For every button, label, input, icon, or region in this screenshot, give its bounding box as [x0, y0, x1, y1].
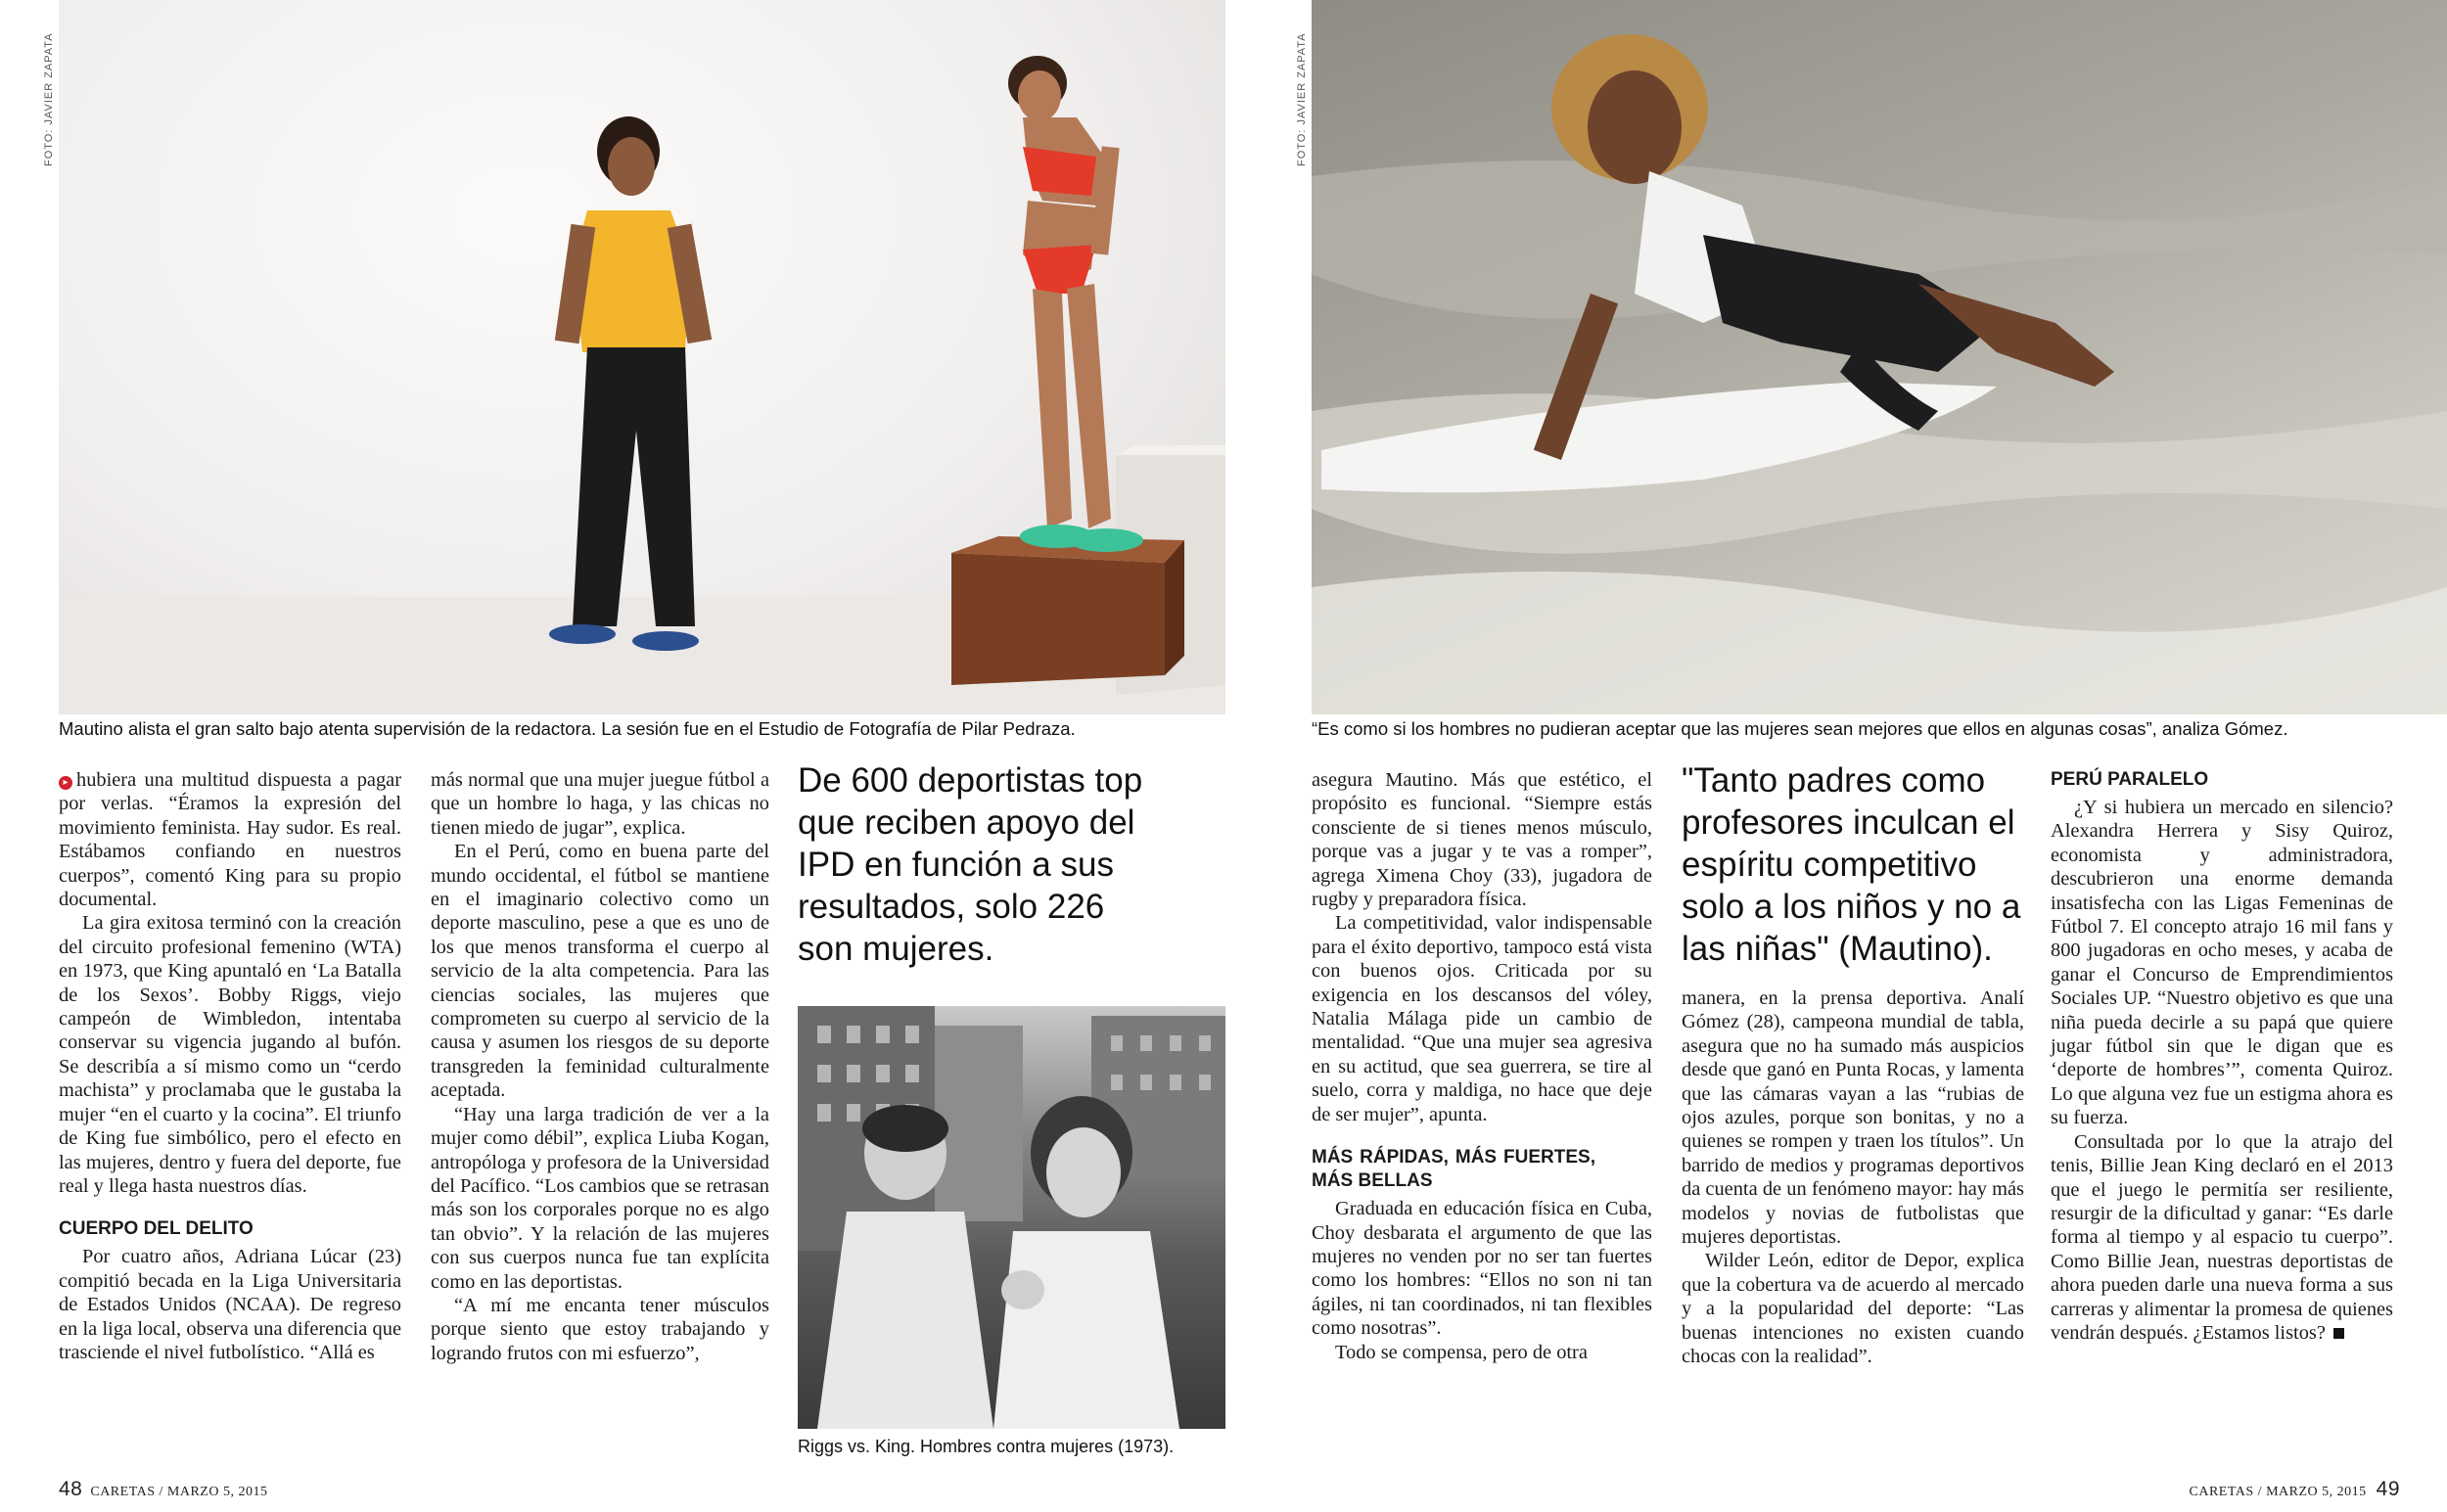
column-2 — [431, 768, 769, 1365]
studio-scene — [59, 0, 1225, 714]
col1-para-3: Por cuatro años, Adriana Lúcar (23) compitió becada en la Liga Universitaria de Estados Unidos (NCAA). De regreso en la liga local, observa una diferencia que trasciende el nivel futbolístico. “Allá es — [59, 1246, 401, 1363]
end-of-article-icon — [2333, 1328, 2344, 1339]
studio-photo-caption: Mautino alista el gran salto bajo atenta supervisión de la redactora. La sesión fue en el Estudio de Fotografía de Pilar Pedraza. — [59, 718, 1076, 739]
folio-left-text: CARETAS / MARZO 5, 2015 — [90, 1485, 268, 1499]
folio-left — [59, 1478, 267, 1501]
col2-para-1: más normal que una mujer juegue fútbol a que un hombre lo haga, y las chicas no tienen miedo de jugar”, explica. — [431, 769, 769, 839]
column-1 — [59, 768, 401, 1364]
col1-para-1: ▸ hubiera una multitud dispuesta a pagar por verlas. “Éramos la expresión del movimiento feminista. Hay sudor. Es real. Estábamos confiando en nuestros cuerpos”, comentó King para su propio documental. — [59, 769, 401, 911]
col5-para-2: Wilder León, editor de Depor, explica que la cobertura va de acuerdo al mercado y a la popularidad del deporte: “Las buenas intenciones no existen cuando chocas con la realidad”. — [1682, 1250, 2024, 1368]
surf-photo-credit: FOTO: JAVIER ZAPATA — [1296, 32, 1308, 166]
col6-para-1: ¿Y si hubiera un mercado en silencio? Alexandra Herrera y Sisy Quiroz, economista y administradora, descubrieron una enorme demanda insatisfecha con las Ligas Femeninas de Fútbol 7. El concepto atrajo 16 mil fans y 800 jugadoras en ocho meses, y acaba de ganar el Concurso de Emprendimientos Sociales UP. “Nuestro objetivo es que una niña pueda decirle a su papá que quiere jugar fútbol sin que le digan que es ‘deporte de hombres’”, comenta Quiroz. Lo que alguna vez fue un estigma ahora es su fuerza. — [2051, 797, 2393, 1129]
column-4 — [1312, 768, 1652, 1364]
col2-para-3: “Hay una larga tradición de ver a la mujer como débil”, explica Liuba Kogan, antropóloga y profesora de la Universidad del Pacífico. “Los cambios que se retrasan más son los corporales porque no es algo tan obvio”. Y la relación de las mujeres con sus cuerpos nunca fue tan explícita como en las deportistas. — [431, 1103, 769, 1293]
surf-photo — [1312, 0, 2447, 714]
subhead-cuerpo-del-delito: CUERPO DEL DELITO — [59, 1218, 254, 1240]
column-5 — [1682, 986, 2024, 1369]
col1-para-2: La gira exitosa terminó con la creación del circuito profesional femenino (WTA) en 1973, que King apuntaló en ‘La Batalla de los Sexos’. Bobby Riggs, viejo campeón de Wimbledon, intentaba conservar su vigencia jugando al bufón. Se describía a sí mismo como un “cerdo machista” y proclamaba que le gustaba la mujer “en el cuarto y la cocina”. El triunfo de King fue simbólico, pero el efecto en las mujeres, dentro y fuera del deporte, fue real y llega hasta nuestros días. — [59, 912, 401, 1197]
page-number-left: 48 — [59, 1478, 83, 1500]
page-number-right: 49 — [2376, 1478, 2400, 1500]
column-6 — [2051, 768, 2393, 1345]
riggs-king-photo — [798, 1006, 1225, 1429]
riggs-king-scene — [798, 1006, 1225, 1429]
col2-para-4: “A mí me encanta tener músculos porque siento que estoy trabajando y logrando frutos con mi esfuerzo”, — [431, 1294, 769, 1364]
subhead-mas-rapidas: MÁS RÁPIDAS, MÁS FUERTES, MÁS BELLAS — [1312, 1147, 1595, 1192]
studio-photo — [59, 0, 1225, 714]
riggs-king-caption: Riggs vs. King. Hombres contra mujeres (1973). — [798, 1437, 1175, 1456]
folio-right — [2190, 1478, 2400, 1501]
col4-para-1: asegura Mautino. Más que estético, el propósito es funcional. “Siempre estás consciente de si tienes menos músculo, porque vas a jugar y te vas a romper”, agrega Ximena Choy (33), jugadora de rugby y preparadora física. — [1312, 769, 1652, 911]
col5-para-1: manera, en la prensa deportiva. Analí Gómez (28), campeona mundial de tabla, asegura que no ha sumado más auspicios desde que ganó en Punta Rocas, y lamenta que las cámaras vayan a las “rubias de ojos azules, porque son bonitas, y no a quienes se rompen y traen los títulos”. Un barrido de medios y programas deportivos da cuenta de un fenómeno mayor: hay más modelos y novias de futbolistas que mujeres deportistas. — [1682, 987, 2024, 1249]
studio-photo-credit: FOTO: JAVIER ZAPATA — [43, 32, 55, 166]
surf-scene — [1312, 0, 2447, 714]
col6-para-2: Consultada por lo que la atrajo del tenis, Billie Jean King declaró en el 2013 que el juego le permitía ser resiliente, resurgir de la dificultad y ganar: “Es darle forma al tiempo y al espacio tu cuerpo”. Como Billie Jean, nuestras deportistas de ahora pueden darle una nueva forma a sus carreras y alimentar la promesa de quienes vendrán después. ¿Estamos listos? — [2051, 1130, 2393, 1344]
pull-quote-ipd: De 600 deportistas top que reciben apoyo del IPD en función a sus resultados, solo 226 son mujeres. — [798, 761, 1143, 968]
col4-para-3: Graduada en educación física en Cuba, Choy desbarata el argumento de que las mujeres no venden por no ser tan fuertes como los hombres: “Ellos no son ni tan ágiles, ni tan coordinados, ni tan flexibles como nosotras”. — [1312, 1198, 1652, 1340]
subhead-peru-paralelo: PERÚ PARALELO — [2051, 769, 2209, 790]
pull-quote-mautino: "Tanto padres como profesores inculcan el espíritu competitivo solo a los niños y no a las niñas" (Mautino). — [1682, 761, 2021, 968]
col4-para-2: La competitividad, valor indispensable para el éxito deportivo, tampoco está vista con buenos ojos. Criticada por su exigencia en los descansos del vóley, Natalia Málaga pide un cambio de mentalidad. “Que una mujer sea agresiva en su actitud, que sea guerrera, se tire al suelo, corra y maldiga, no hace que deje de ser mujer”, apunta. — [1312, 912, 1652, 1125]
continuation-bullet-icon: ▸ — [59, 776, 72, 790]
folio-right-text: CARETAS / MARZO 5, 2015 — [2189, 1485, 2367, 1499]
col2-para-2: En el Perú, como en buena parte del mundo occidental, el fútbol se mantiene en el imaginario colectivo como un deporte masculino, pese a que es uno de los que menos transforma el cuerpo al servicio de la alta competencia. Para las ciencias sociales, las mujeres que comprometen su cuerpo al servicio de la causa y asumen los riesgos de su deporte transgreden la feminidad culturalmente aceptada. — [431, 841, 769, 1102]
surf-photo-caption: “Es como si los hombres no pudieran aceptar que las mujeres sean mejores que ellos en algunas cosas”, analiza Gómez. — [1312, 718, 2288, 739]
col4-para-4: Todo se compensa, pero de otra — [1335, 1341, 1588, 1363]
